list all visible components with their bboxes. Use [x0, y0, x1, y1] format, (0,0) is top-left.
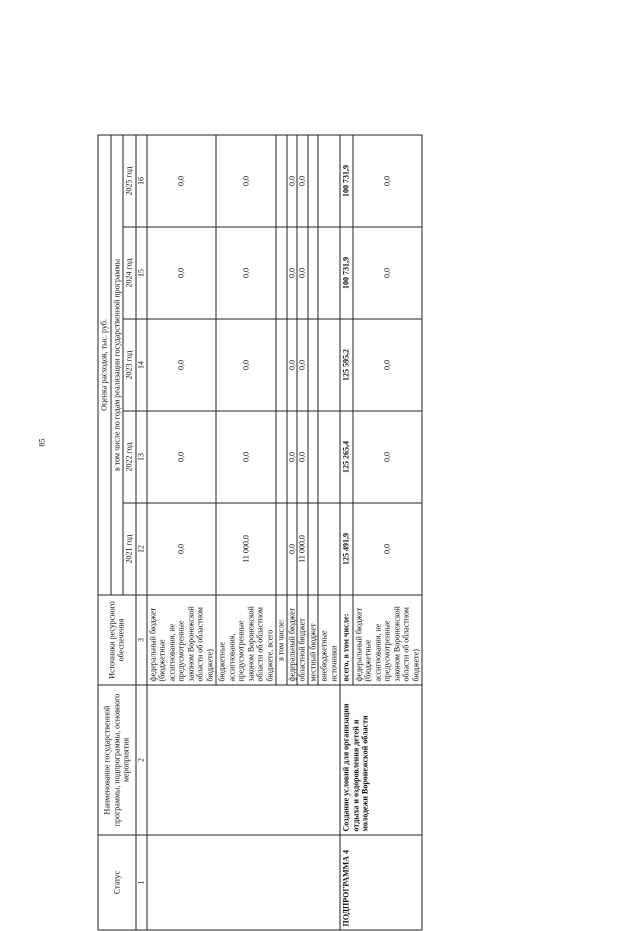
name-cell-empty [147, 685, 341, 835]
column-index: 12 [136, 503, 147, 595]
source-cell: местный бюджет [308, 595, 319, 685]
value-cell [318, 503, 340, 595]
subprogram-name: Создание условий для организации отдыха и оздоровления детей и молодежи Воронежской области [340, 685, 422, 835]
value-cell: 0,0 [353, 227, 423, 319]
header-by-years: в том числе по годам реализации государственной программы [111, 135, 124, 595]
status-cell-empty [147, 835, 341, 930]
value-cell: 0,0 [353, 503, 423, 595]
value-cell: 125 265,4 [340, 411, 353, 503]
value-cell: 0,0 [297, 135, 308, 227]
value-cell: 11 000,0 [216, 503, 276, 595]
value-cell [308, 227, 319, 319]
source-cell: в том числе: [276, 595, 287, 685]
header-year: 2022 год [123, 411, 136, 503]
header-year: 2021 год [123, 503, 136, 595]
value-cell [308, 503, 319, 595]
value-cell: 0,0 [287, 411, 298, 503]
column-index: 16 [136, 135, 147, 227]
value-cell: 0,0 [287, 227, 298, 319]
value-cell [276, 411, 287, 503]
value-cell: 0,0 [287, 503, 298, 595]
header-status: Статус [98, 835, 136, 930]
source-cell: федеральный бюджет (бюджетные ассигнования, не предусмотренные законом Воронежской области об областном бюджете) [147, 595, 217, 685]
value-cell: 11 000,0 [297, 503, 308, 595]
value-cell: 100 731,9 [340, 227, 353, 319]
value-cell: 0,0 [216, 135, 276, 227]
column-index: 2 [136, 685, 147, 835]
value-cell: 0,0 [147, 503, 217, 595]
value-cell: 0,0 [216, 227, 276, 319]
value-cell: 0,0 [353, 411, 423, 503]
value-cell: 0,0 [297, 319, 308, 411]
value-cell [276, 503, 287, 595]
header-source: Источники ресурсного обеспечения [98, 595, 136, 685]
value-cell: 0,0 [216, 411, 276, 503]
value-cell: 0,0 [147, 135, 217, 227]
header-estimate: Оценка расходов, тыс. руб. [98, 135, 111, 595]
header-year: 2023 год [123, 319, 136, 411]
source-cell: внебюджетные источники [318, 595, 340, 685]
value-cell [318, 135, 340, 227]
column-index: 14 [136, 319, 147, 411]
value-cell: 125 491,9 [340, 503, 353, 595]
value-cell [276, 135, 287, 227]
value-cell [276, 227, 287, 319]
source-cell: областной бюджет [297, 595, 308, 685]
subprogram-status: ПОДПРОГРАММА 4 [340, 835, 422, 930]
budget-table [98, 134, 423, 930]
value-cell: 0,0 [287, 319, 298, 411]
page-number: 85 [37, 438, 47, 447]
table-row [340, 135, 353, 930]
value-cell: 0,0 [353, 319, 423, 411]
value-cell [318, 411, 340, 503]
source-cell: всего, в том числе: [340, 595, 353, 685]
value-cell: 0,0 [297, 411, 308, 503]
value-cell [308, 135, 319, 227]
header-name: Наименование государственной программы, подпрограммы, основного мероприятия [98, 685, 136, 835]
value-cell: 0,0 [147, 319, 217, 411]
budget-table-sheet [98, 136, 538, 931]
value-cell: 125 595,2 [340, 319, 353, 411]
value-cell: 0,0 [353, 135, 423, 227]
column-index: 13 [136, 411, 147, 503]
table-row [147, 135, 217, 930]
value-cell [318, 319, 340, 411]
value-cell [276, 319, 287, 411]
value-cell [308, 319, 319, 411]
header-year: 2024 год [123, 227, 136, 319]
source-cell: бюджетные ассигнования, предусмотренные законом Воронежской области об областном бюджете, всего [216, 595, 276, 685]
value-cell: 0,0 [147, 411, 217, 503]
source-cell: федеральный бюджет (бюджетные ассигнования, не предусмотренные законом Воронежской области об областном бюджете) [353, 595, 423, 685]
value-cell: 100 731,9 [340, 135, 353, 227]
value-cell: 0,0 [287, 135, 298, 227]
value-cell [308, 411, 319, 503]
value-cell: 0,0 [216, 319, 276, 411]
column-index: 15 [136, 227, 147, 319]
header-year: 2025 год [123, 135, 136, 227]
column-index: 1 [136, 835, 147, 930]
source-cell: федеральный бюджет [287, 595, 298, 685]
value-cell: 0,0 [297, 227, 308, 319]
value-cell [318, 227, 340, 319]
value-cell: 0,0 [147, 227, 217, 319]
column-index: 3 [136, 595, 147, 685]
